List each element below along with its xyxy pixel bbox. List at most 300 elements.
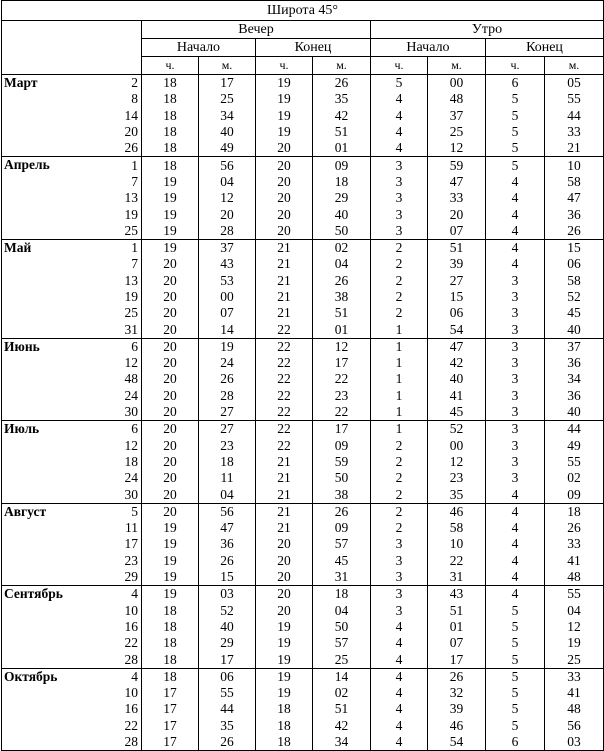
time-cell: 4 bbox=[486, 174, 545, 190]
time-cell: 21 bbox=[256, 486, 313, 503]
time-cell: 2 bbox=[371, 273, 428, 289]
time-cell: 3 bbox=[486, 404, 545, 421]
time-cell: 34 bbox=[545, 371, 604, 387]
time-cell: 3 bbox=[486, 355, 545, 371]
time-cell: 4 bbox=[486, 569, 545, 586]
time-cell: 07 bbox=[428, 223, 486, 240]
table-row bbox=[2, 388, 604, 404]
time-cell: 17 bbox=[313, 421, 371, 438]
day-cell: 10 bbox=[102, 603, 142, 619]
time-cell: 23 bbox=[199, 438, 256, 454]
time-cell: 02 bbox=[313, 685, 371, 701]
table-row bbox=[2, 239, 604, 256]
table-row bbox=[2, 305, 604, 321]
time-cell: 19 bbox=[545, 635, 604, 651]
time-cell: 2 bbox=[371, 289, 428, 305]
time-cell: 21 bbox=[256, 305, 313, 321]
time-cell: 4 bbox=[486, 486, 545, 503]
time-cell: 22 bbox=[256, 438, 313, 454]
time-cell: 21 bbox=[256, 256, 313, 272]
time-cell: 18 bbox=[142, 108, 199, 124]
time-cell: 27 bbox=[428, 273, 486, 289]
month-name-empty bbox=[2, 734, 102, 751]
day-cell: 28 bbox=[102, 651, 142, 668]
time-cell: 14 bbox=[199, 321, 256, 338]
time-cell: 20 bbox=[256, 174, 313, 190]
day-cell: 19 bbox=[102, 289, 142, 305]
time-cell: 20 bbox=[142, 404, 199, 421]
time-cell: 55 bbox=[199, 685, 256, 701]
time-cell: 47 bbox=[545, 190, 604, 206]
time-cell: 22 bbox=[256, 355, 313, 371]
time-cell: 58 bbox=[545, 273, 604, 289]
time-cell: 19 bbox=[142, 553, 199, 569]
time-cell: 2 bbox=[371, 256, 428, 272]
table-row bbox=[2, 404, 604, 421]
time-cell: 20 bbox=[256, 569, 313, 586]
time-cell: 22 bbox=[256, 388, 313, 404]
day-cell: 30 bbox=[102, 486, 142, 503]
time-cell: 36 bbox=[545, 206, 604, 222]
month-name-empty bbox=[2, 289, 102, 305]
time-cell: 20 bbox=[256, 223, 313, 240]
time-cell: 5 bbox=[486, 701, 545, 717]
time-cell: 20 bbox=[142, 355, 199, 371]
time-cell: 17 bbox=[313, 355, 371, 371]
day-cell: 13 bbox=[102, 190, 142, 206]
time-cell: 4 bbox=[486, 553, 545, 569]
month-block bbox=[2, 421, 604, 503]
time-cell: 22 bbox=[313, 371, 371, 387]
time-cell: 22 bbox=[256, 404, 313, 421]
table-row bbox=[2, 734, 604, 751]
time-cell: 12 bbox=[545, 619, 604, 635]
time-cell: 4 bbox=[371, 685, 428, 701]
time-cell: 20 bbox=[256, 536, 313, 552]
time-cell: 24 bbox=[199, 355, 256, 371]
time-cell: 42 bbox=[313, 718, 371, 734]
day-cell: 5 bbox=[102, 503, 142, 520]
time-cell: 20 bbox=[142, 438, 199, 454]
time-cell: 36 bbox=[199, 536, 256, 552]
time-cell: 36 bbox=[545, 355, 604, 371]
time-cell: 4 bbox=[486, 223, 545, 240]
time-cell: 3 bbox=[486, 338, 545, 355]
time-cell: 4 bbox=[371, 718, 428, 734]
month-name: Август bbox=[2, 503, 102, 520]
time-cell: 4 bbox=[371, 734, 428, 751]
month-name-empty bbox=[2, 108, 102, 124]
time-cell: 09 bbox=[313, 438, 371, 454]
day-cell: 7 bbox=[102, 174, 142, 190]
time-cell: 02 bbox=[545, 470, 604, 486]
day-cell: 6 bbox=[102, 421, 142, 438]
header-evening: Вечер bbox=[142, 21, 371, 39]
month-name: Июнь bbox=[2, 338, 102, 355]
table-row bbox=[2, 371, 604, 387]
time-cell: 4 bbox=[371, 701, 428, 717]
day-cell: 22 bbox=[102, 718, 142, 734]
time-cell: 58 bbox=[545, 174, 604, 190]
time-cell: 05 bbox=[545, 75, 604, 92]
time-cell: 29 bbox=[199, 635, 256, 651]
time-cell: 40 bbox=[313, 206, 371, 222]
table-row bbox=[2, 536, 604, 552]
month-name-empty bbox=[2, 371, 102, 387]
day-cell: 17 bbox=[102, 536, 142, 552]
day-cell: 25 bbox=[102, 305, 142, 321]
month-name: Апрель bbox=[2, 157, 102, 174]
time-cell: 19 bbox=[142, 206, 199, 222]
time-cell: 15 bbox=[545, 239, 604, 256]
day-cell: 2 bbox=[102, 75, 142, 92]
time-cell: 25 bbox=[545, 651, 604, 668]
time-cell: 06 bbox=[428, 305, 486, 321]
time-cell: 20 bbox=[142, 273, 199, 289]
day-cell: 12 bbox=[102, 355, 142, 371]
time-cell: 18 bbox=[313, 586, 371, 603]
time-cell: 20 bbox=[256, 140, 313, 157]
time-cell: 3 bbox=[486, 421, 545, 438]
time-cell: 20 bbox=[142, 305, 199, 321]
header-corner bbox=[2, 21, 142, 75]
month-name: Июль bbox=[2, 421, 102, 438]
time-cell: 56 bbox=[199, 503, 256, 520]
time-cell: 37 bbox=[545, 338, 604, 355]
time-cell: 20 bbox=[142, 388, 199, 404]
time-cell: 59 bbox=[313, 454, 371, 470]
time-cell: 35 bbox=[428, 486, 486, 503]
time-cell: 20 bbox=[142, 289, 199, 305]
month-name-empty bbox=[2, 321, 102, 338]
time-cell: 3 bbox=[486, 388, 545, 404]
time-cell: 4 bbox=[486, 503, 545, 520]
time-cell: 47 bbox=[428, 174, 486, 190]
table-row bbox=[2, 470, 604, 486]
time-cell: 5 bbox=[486, 718, 545, 734]
time-cell: 00 bbox=[428, 75, 486, 92]
time-cell: 38 bbox=[313, 289, 371, 305]
time-cell: 20 bbox=[142, 503, 199, 520]
time-cell: 23 bbox=[313, 388, 371, 404]
time-cell: 33 bbox=[545, 124, 604, 140]
day-cell: 24 bbox=[102, 470, 142, 486]
table-row bbox=[2, 668, 604, 685]
time-cell: 04 bbox=[545, 603, 604, 619]
month-name-empty bbox=[2, 619, 102, 635]
time-cell: 31 bbox=[428, 569, 486, 586]
table-row bbox=[2, 635, 604, 651]
header-evening-end: Конец bbox=[256, 39, 371, 57]
time-cell: 44 bbox=[199, 701, 256, 717]
day-cell: 18 bbox=[102, 454, 142, 470]
time-cell: 1 bbox=[371, 338, 428, 355]
time-cell: 1 bbox=[371, 421, 428, 438]
day-cell: 29 bbox=[102, 569, 142, 586]
time-cell: 34 bbox=[313, 734, 371, 751]
time-cell: 3 bbox=[371, 569, 428, 586]
time-cell: 4 bbox=[371, 91, 428, 107]
time-cell: 17 bbox=[142, 718, 199, 734]
table-row bbox=[2, 157, 604, 174]
time-cell: 48 bbox=[545, 569, 604, 586]
table-row bbox=[2, 486, 604, 503]
time-cell: 1 bbox=[371, 321, 428, 338]
time-cell: 46 bbox=[428, 718, 486, 734]
time-cell: 26 bbox=[428, 668, 486, 685]
time-cell: 19 bbox=[256, 75, 313, 92]
time-cell: 37 bbox=[199, 239, 256, 256]
time-cell: 41 bbox=[428, 388, 486, 404]
unit-minutes: м. bbox=[428, 57, 486, 75]
time-cell: 20 bbox=[428, 206, 486, 222]
table-row bbox=[2, 140, 604, 157]
time-cell: 11 bbox=[199, 470, 256, 486]
time-cell: 18 bbox=[256, 701, 313, 717]
time-cell: 52 bbox=[199, 603, 256, 619]
table-row bbox=[2, 321, 604, 338]
table-row bbox=[2, 701, 604, 717]
time-cell: 42 bbox=[428, 355, 486, 371]
time-cell: 3 bbox=[371, 206, 428, 222]
month-name-empty bbox=[2, 190, 102, 206]
time-cell: 48 bbox=[428, 91, 486, 107]
time-cell: 1 bbox=[371, 388, 428, 404]
time-cell: 5 bbox=[486, 124, 545, 140]
time-cell: 26 bbox=[199, 553, 256, 569]
time-cell: 17 bbox=[199, 651, 256, 668]
time-cell: 01 bbox=[313, 140, 371, 157]
month-name-empty bbox=[2, 91, 102, 107]
time-cell: 37 bbox=[428, 108, 486, 124]
time-cell: 57 bbox=[313, 536, 371, 552]
time-cell: 4 bbox=[486, 190, 545, 206]
time-cell: 25 bbox=[313, 651, 371, 668]
time-cell: 3 bbox=[486, 454, 545, 470]
month-name-empty bbox=[2, 635, 102, 651]
day-cell: 6 bbox=[102, 338, 142, 355]
time-cell: 15 bbox=[199, 569, 256, 586]
time-cell: 2 bbox=[371, 520, 428, 536]
time-cell: 21 bbox=[256, 503, 313, 520]
time-cell: 20 bbox=[256, 603, 313, 619]
time-cell: 4 bbox=[486, 586, 545, 603]
time-cell: 18 bbox=[142, 619, 199, 635]
day-cell: 13 bbox=[102, 273, 142, 289]
time-cell: 20 bbox=[256, 586, 313, 603]
time-cell: 43 bbox=[199, 256, 256, 272]
month-name-empty bbox=[2, 603, 102, 619]
time-cell: 35 bbox=[199, 718, 256, 734]
day-cell: 11 bbox=[102, 520, 142, 536]
time-cell: 20 bbox=[256, 190, 313, 206]
time-cell: 19 bbox=[142, 239, 199, 256]
time-cell: 22 bbox=[256, 321, 313, 338]
time-cell: 09 bbox=[313, 157, 371, 174]
time-cell: 21 bbox=[545, 140, 604, 157]
month-name-empty bbox=[2, 553, 102, 569]
time-cell: 22 bbox=[313, 404, 371, 421]
month-name-empty bbox=[2, 404, 102, 421]
time-cell: 33 bbox=[428, 190, 486, 206]
time-cell: 40 bbox=[199, 124, 256, 140]
time-cell: 18 bbox=[142, 603, 199, 619]
month-name-empty bbox=[2, 206, 102, 222]
table-row bbox=[2, 75, 604, 92]
time-cell: 17 bbox=[142, 701, 199, 717]
table-row bbox=[2, 520, 604, 536]
table-row bbox=[2, 685, 604, 701]
time-cell: 48 bbox=[545, 701, 604, 717]
header-evening-start: Начало bbox=[142, 39, 256, 57]
table-row bbox=[2, 223, 604, 240]
time-cell: 3 bbox=[486, 438, 545, 454]
time-cell: 5 bbox=[486, 685, 545, 701]
time-cell: 49 bbox=[545, 438, 604, 454]
time-cell: 04 bbox=[199, 486, 256, 503]
day-cell: 22 bbox=[102, 635, 142, 651]
time-cell: 17 bbox=[199, 75, 256, 92]
time-cell: 19 bbox=[142, 569, 199, 586]
time-cell: 18 bbox=[256, 718, 313, 734]
time-cell: 22 bbox=[256, 338, 313, 355]
time-cell: 19 bbox=[142, 174, 199, 190]
header-morning-start: Начало bbox=[371, 39, 486, 57]
table-row bbox=[2, 355, 604, 371]
time-cell: 26 bbox=[545, 223, 604, 240]
time-cell: 19 bbox=[142, 190, 199, 206]
day-cell: 31 bbox=[102, 321, 142, 338]
table-row bbox=[2, 338, 604, 355]
day-cell: 12 bbox=[102, 438, 142, 454]
time-cell: 17 bbox=[428, 651, 486, 668]
time-cell: 26 bbox=[313, 503, 371, 520]
time-cell: 22 bbox=[256, 371, 313, 387]
time-cell: 59 bbox=[428, 157, 486, 174]
month-name: Май bbox=[2, 239, 102, 256]
day-cell: 20 bbox=[102, 124, 142, 140]
time-cell: 32 bbox=[428, 685, 486, 701]
time-cell: 47 bbox=[199, 520, 256, 536]
table-row bbox=[2, 289, 604, 305]
month-name-empty bbox=[2, 140, 102, 157]
day-cell: 10 bbox=[102, 685, 142, 701]
time-cell: 51 bbox=[428, 603, 486, 619]
time-cell: 12 bbox=[313, 338, 371, 355]
month-name-empty bbox=[2, 388, 102, 404]
time-cell: 20 bbox=[142, 256, 199, 272]
header-morning-end: Конец bbox=[486, 39, 604, 57]
time-cell: 47 bbox=[428, 338, 486, 355]
table-row bbox=[2, 273, 604, 289]
time-cell: 20 bbox=[142, 486, 199, 503]
unit-hours: ч. bbox=[371, 57, 428, 75]
time-cell: 19 bbox=[256, 685, 313, 701]
time-cell: 56 bbox=[545, 718, 604, 734]
header-morning: Утро bbox=[371, 21, 604, 39]
time-cell: 51 bbox=[313, 124, 371, 140]
time-cell: 26 bbox=[313, 75, 371, 92]
time-cell: 18 bbox=[199, 454, 256, 470]
month-name-empty bbox=[2, 223, 102, 240]
time-cell: 18 bbox=[142, 75, 199, 92]
day-cell: 24 bbox=[102, 388, 142, 404]
time-cell: 02 bbox=[313, 239, 371, 256]
time-cell: 56 bbox=[199, 157, 256, 174]
month-name-empty bbox=[2, 520, 102, 536]
time-cell: 2 bbox=[371, 239, 428, 256]
time-cell: 19 bbox=[256, 91, 313, 107]
time-cell: 3 bbox=[371, 174, 428, 190]
time-cell: 26 bbox=[199, 734, 256, 751]
time-cell: 50 bbox=[313, 619, 371, 635]
twilight-table bbox=[1, 0, 604, 751]
time-cell: 5 bbox=[486, 91, 545, 107]
time-cell: 4 bbox=[371, 635, 428, 651]
time-cell: 20 bbox=[142, 421, 199, 438]
time-cell: 44 bbox=[545, 421, 604, 438]
month-block bbox=[2, 668, 604, 750]
month-name-empty bbox=[2, 305, 102, 321]
table-row bbox=[2, 718, 604, 734]
day-cell: 28 bbox=[102, 734, 142, 751]
time-cell: 46 bbox=[428, 503, 486, 520]
time-cell: 4 bbox=[371, 619, 428, 635]
month-name-empty bbox=[2, 454, 102, 470]
time-cell: 20 bbox=[142, 321, 199, 338]
time-cell: 21 bbox=[256, 239, 313, 256]
time-cell: 18 bbox=[256, 734, 313, 751]
time-cell: 40 bbox=[428, 371, 486, 387]
time-cell: 23 bbox=[428, 470, 486, 486]
day-cell: 1 bbox=[102, 239, 142, 256]
table-row bbox=[2, 108, 604, 124]
time-cell: 2 bbox=[371, 470, 428, 486]
time-cell: 27 bbox=[199, 421, 256, 438]
time-cell: 2 bbox=[371, 486, 428, 503]
time-cell: 20 bbox=[199, 206, 256, 222]
time-cell: 12 bbox=[199, 190, 256, 206]
table-row bbox=[2, 586, 604, 603]
time-cell: 43 bbox=[428, 586, 486, 603]
time-cell: 2 bbox=[371, 305, 428, 321]
month-block bbox=[2, 75, 604, 157]
time-cell: 2 bbox=[371, 503, 428, 520]
time-cell: 2 bbox=[371, 454, 428, 470]
time-cell: 3 bbox=[371, 157, 428, 174]
time-cell: 4 bbox=[371, 108, 428, 124]
time-cell: 06 bbox=[199, 668, 256, 685]
month-name-empty bbox=[2, 569, 102, 586]
time-cell: 10 bbox=[545, 157, 604, 174]
time-cell: 20 bbox=[142, 371, 199, 387]
time-cell: 5 bbox=[486, 635, 545, 651]
time-cell: 27 bbox=[199, 404, 256, 421]
time-cell: 20 bbox=[142, 454, 199, 470]
time-cell: 19 bbox=[199, 338, 256, 355]
time-cell: 6 bbox=[486, 75, 545, 92]
unit-hours: ч. bbox=[256, 57, 313, 75]
time-cell: 54 bbox=[428, 321, 486, 338]
time-cell: 5 bbox=[486, 108, 545, 124]
time-cell: 3 bbox=[371, 190, 428, 206]
time-cell: 18 bbox=[142, 91, 199, 107]
table-row bbox=[2, 454, 604, 470]
table-row bbox=[2, 190, 604, 206]
day-cell: 23 bbox=[102, 553, 142, 569]
month-block bbox=[2, 338, 604, 420]
day-cell: 8 bbox=[102, 91, 142, 107]
